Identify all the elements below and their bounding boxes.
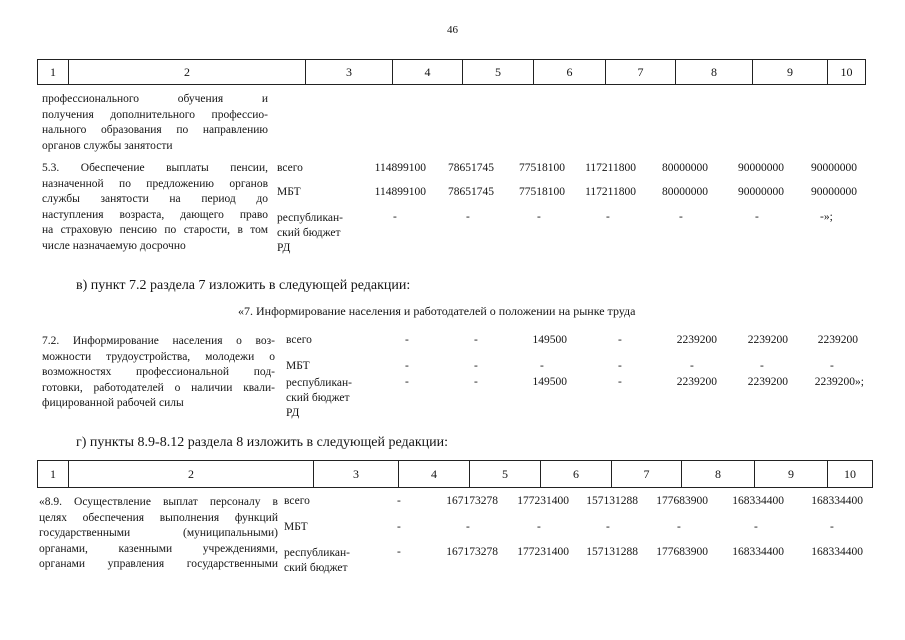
label-line: ский бюджет bbox=[277, 227, 341, 239]
value-cell: 2239200 bbox=[676, 376, 717, 388]
label-line: ский бюджет bbox=[284, 562, 348, 574]
label-line: республикан- bbox=[277, 212, 343, 224]
label-line: республикан- bbox=[284, 547, 350, 559]
label-line: ский бюджет bbox=[286, 392, 350, 404]
value-cell: - bbox=[405, 360, 409, 372]
value-cell: - bbox=[393, 211, 397, 223]
paragraph-g: г) пункты 8.9-8.12 раздела 8 изложить в следующей редакции: bbox=[76, 435, 448, 450]
desc-line: можности трудоустройства, молодежи о bbox=[42, 350, 275, 363]
value-cell: - bbox=[540, 360, 544, 372]
value-cell: - bbox=[830, 360, 834, 372]
label-line: РД bbox=[286, 407, 300, 419]
row-label-republic bbox=[277, 211, 343, 256]
row-label-total: всего bbox=[284, 495, 310, 507]
desc-line: государственными (муниципальными) bbox=[39, 527, 278, 539]
value-cell: 157131288 bbox=[586, 546, 638, 558]
value-cell: 177231400 bbox=[517, 546, 569, 558]
value-cell: 168334400 bbox=[732, 546, 784, 558]
value-cell: 90000000 bbox=[811, 162, 857, 174]
value-cell: 78651745 bbox=[448, 162, 494, 174]
value-cell: 149500 bbox=[532, 334, 567, 346]
row-desc-8-9 bbox=[39, 495, 278, 573]
row-label-total: всего bbox=[277, 162, 303, 174]
desc-line: органами, казенными учреждениями, bbox=[39, 542, 278, 555]
row-desc-7-2 bbox=[42, 334, 275, 412]
label-line: республикан- bbox=[286, 377, 352, 389]
desc-line: числе назначаемую досрочно bbox=[42, 239, 186, 252]
row-desc-continuation bbox=[42, 92, 268, 154]
row-label-mbt: МБТ bbox=[286, 360, 310, 372]
value-cell: 117211800 bbox=[585, 186, 636, 198]
value-cell: - bbox=[679, 211, 683, 223]
desc-line: 5.3. Обеспечение выплаты пенсии, bbox=[42, 162, 268, 174]
header-col-6: 6 bbox=[540, 461, 611, 487]
header-col-2: 2 bbox=[68, 60, 305, 84]
value-cell: 157131288 bbox=[586, 495, 638, 507]
header-col-6: 6 bbox=[533, 60, 605, 84]
header-col-8: 8 bbox=[675, 60, 752, 84]
value-cell: - bbox=[606, 521, 610, 533]
row-label-republic bbox=[286, 376, 352, 421]
value-cell: -»; bbox=[820, 211, 833, 223]
value-cell: 167173278 bbox=[446, 546, 498, 558]
header-col-3: 3 bbox=[313, 461, 398, 487]
desc-line: получения дополнительного профессио- bbox=[42, 108, 268, 121]
table-header-1 bbox=[37, 59, 866, 85]
value-cell: - bbox=[690, 360, 694, 372]
value-cell: - bbox=[760, 360, 764, 372]
desc-line: 7.2. Информирование населения о воз- bbox=[42, 335, 275, 347]
value-cell: - bbox=[677, 521, 681, 533]
header-col-9: 9 bbox=[754, 461, 827, 487]
value-cell: 80000000 bbox=[662, 162, 708, 174]
value-cell: - bbox=[537, 211, 541, 223]
value-cell: 168334400 bbox=[811, 495, 863, 507]
desc-line: службы занятости на период до bbox=[42, 193, 268, 205]
row-label-total: всего bbox=[286, 334, 312, 346]
desc-line: готовки, работодателей о наличии квали- bbox=[42, 381, 275, 394]
value-cell: 2239200»; bbox=[814, 376, 864, 388]
value-cell: - bbox=[618, 376, 622, 388]
value-cell: 90000000 bbox=[738, 186, 784, 198]
header-col-2: 2 bbox=[68, 461, 313, 487]
value-cell: - bbox=[606, 211, 610, 223]
value-cell: - bbox=[397, 546, 401, 558]
value-cell: 114899100 bbox=[374, 186, 426, 198]
desc-line: нального образования по направлению bbox=[42, 124, 268, 136]
header-col-3: 3 bbox=[305, 60, 392, 84]
value-cell: - bbox=[537, 521, 541, 533]
value-cell: 80000000 bbox=[662, 186, 708, 198]
desc-line: на страховую пенсию по старости, в том bbox=[42, 224, 268, 236]
header-col-7: 7 bbox=[605, 60, 675, 84]
desc-line: «8.9. Осуществление выплат персоналу в bbox=[39, 496, 278, 508]
value-cell: 77518100 bbox=[519, 162, 565, 174]
label-line: РД bbox=[277, 242, 291, 254]
header-col-1: 1 bbox=[50, 466, 56, 481]
value-cell: 2239200 bbox=[747, 376, 788, 388]
desc-line: фицированной рабочей силы bbox=[42, 397, 184, 409]
value-cell: - bbox=[397, 495, 401, 507]
desc-line: органов службы занятости bbox=[42, 139, 173, 152]
value-cell: 114899100 bbox=[374, 162, 426, 174]
header-col-1: 1 bbox=[50, 64, 56, 79]
value-cell: - bbox=[474, 376, 478, 388]
header-col-4: 4 bbox=[392, 60, 462, 84]
value-cell: - bbox=[405, 334, 409, 346]
paragraph-v: в) пункт 7.2 раздела 7 изложить в следующей редакции: bbox=[76, 278, 411, 293]
desc-line: органами управления государственными bbox=[39, 558, 278, 570]
desc-line: возможностях профессиональной под- bbox=[42, 366, 275, 378]
header-col-4: 4 bbox=[398, 461, 469, 487]
desc-line: назначенной по предложению органов bbox=[42, 177, 268, 190]
desc-line: наступления возраста, дающего право bbox=[42, 208, 268, 221]
value-cell: - bbox=[618, 334, 622, 346]
value-cell: - bbox=[830, 521, 834, 533]
value-cell: 167173278 bbox=[446, 495, 498, 507]
value-cell: 2239200 bbox=[747, 334, 788, 346]
row-desc-5-3 bbox=[42, 161, 268, 254]
value-cell: 2239200 bbox=[817, 334, 858, 346]
row-label-mbt: МБТ bbox=[277, 186, 301, 198]
value-cell: 177683900 bbox=[656, 495, 708, 507]
value-cell: 2239200 bbox=[676, 334, 717, 346]
header-col-10: 10 bbox=[827, 60, 865, 84]
value-cell: - bbox=[618, 360, 622, 372]
header-col-8: 8 bbox=[681, 461, 754, 487]
value-cell: - bbox=[474, 360, 478, 372]
value-cell: - bbox=[474, 334, 478, 346]
row-label-mbt: МБТ bbox=[284, 521, 308, 533]
value-cell: 77518100 bbox=[519, 186, 565, 198]
value-cell: - bbox=[397, 521, 401, 533]
header-col-5: 5 bbox=[462, 60, 533, 84]
header-col-5: 5 bbox=[469, 461, 540, 487]
value-cell: - bbox=[754, 521, 758, 533]
page-number: 46 bbox=[447, 24, 458, 36]
value-cell: 168334400 bbox=[811, 546, 863, 558]
table-header-2 bbox=[37, 460, 873, 488]
value-cell: 90000000 bbox=[738, 162, 784, 174]
value-cell: 90000000 bbox=[811, 186, 857, 198]
section-7-title: «7. Информирование населения и работодателей о положении на рынке труда bbox=[238, 304, 636, 318]
value-cell: - bbox=[405, 376, 409, 388]
value-cell: 78651745 bbox=[448, 186, 494, 198]
row-label-republic bbox=[284, 546, 350, 576]
value-cell: - bbox=[466, 521, 470, 533]
value-cell: 177231400 bbox=[517, 495, 569, 507]
value-cell: 168334400 bbox=[732, 495, 784, 507]
value-cell: 149500 bbox=[532, 376, 567, 388]
header-col-10: 10 bbox=[827, 461, 872, 487]
value-cell: 177683900 bbox=[656, 546, 708, 558]
value-cell: - bbox=[466, 211, 470, 223]
header-col-9: 9 bbox=[752, 60, 827, 84]
desc-line: целях обеспечения выполнения функций bbox=[39, 511, 278, 524]
header-col-7: 7 bbox=[611, 461, 681, 487]
desc-line: профессионального обучения и bbox=[42, 93, 268, 105]
value-cell: - bbox=[755, 211, 759, 223]
value-cell: 117211800 bbox=[585, 162, 636, 174]
